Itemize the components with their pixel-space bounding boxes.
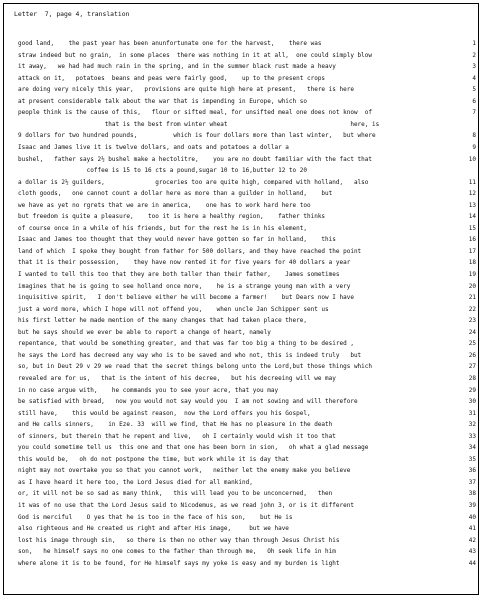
text-line: of sinners, but therein that he repent and live, oh I certainly would wish it too that (18, 432, 336, 440)
text-line: where alone it is to be found, for He himself says my yoke is easy and my burden is light (18, 559, 340, 567)
text-line: still have, this would be against reason, now the Lord offers you his Gospel, (18, 409, 311, 417)
text-line: or, it will not be so sad as many think, this will lead you to be unconcerned, then (18, 490, 333, 498)
text-line: as I have heard it here too, the Lord Jesus died for all mankind, (18, 478, 253, 486)
text-line: at present considerable talk about the war that is impending in Europe, which so (18, 97, 307, 105)
line-number: 13 (468, 201, 476, 209)
line-number: 14 (468, 213, 476, 221)
line-number: 29 (468, 386, 476, 394)
line-number: 27 (468, 363, 476, 371)
line-number: 39 (468, 502, 476, 509)
text-line: of course once in a while of his friends, but for the rest he is in his element, (18, 224, 307, 232)
text-line: attack on it, potatoes beans and peas were fairly good, up to the present crops (18, 74, 326, 82)
line-number: 23 (468, 317, 476, 325)
text-line: his first letter he made mention of the many changes that had taken place there, (18, 317, 307, 325)
line-number: 20 (468, 282, 476, 290)
text-line: bushel, father says 2½ bushel make a hectolitre, you are no doubt familiar with the fact that (18, 155, 373, 163)
line-number: 37 (468, 478, 476, 486)
text-line: coffee is 15 to 16 cts a pound,sugar 10 to 16,butter 12 to 20 (18, 167, 307, 175)
text-line: people think is the cause of this, flour or sifted meal, for unsifted meal one does not know of (18, 109, 373, 117)
line-number: 30 (468, 398, 476, 406)
text-line: Isaac and James too thought that they would never have gotten so far in holland, this (18, 236, 336, 244)
line-number: 16 (468, 236, 476, 244)
text-line: in no case argue with, he commands you to see your acre, that you may (18, 386, 279, 394)
text-line: land of which I spoke they bought from father for 500 dollars, and they have reached the point (18, 247, 362, 255)
line-number: 32 (468, 421, 476, 429)
line-number: 8 (472, 132, 476, 140)
text-line: be satisfied with bread, now you would not say would you I am not sowing and will therefore (18, 398, 358, 406)
line-number: 42 (468, 536, 476, 544)
line-number: 4 (472, 74, 476, 82)
line-number: 24 (468, 328, 476, 336)
line-number: 18 (468, 259, 476, 267)
line-number: 2 (472, 51, 476, 59)
text-line: you could sometime tell us this one and that one has been born in sion, oh what a glad message (18, 444, 369, 452)
text-line: this would be, oh do not postpone the time, but work while it is day that (18, 455, 289, 463)
line-number: 33 (468, 432, 476, 440)
line-number: 15 (468, 224, 476, 232)
text-line: God is merciful O yes that he is too in the face of his son, but He is (18, 513, 293, 521)
line-number: 19 (468, 271, 476, 278)
line-number: 9 (472, 143, 476, 151)
text-line: I wanted to tell this too that they are both taller than their father, James sometimes (18, 271, 340, 278)
text-line: that is the best from winter wheat here, is (18, 120, 380, 128)
text-line: night may not overtake you so that you cannot work, neither let the enemy make you believe (18, 467, 351, 475)
text-line: also righteous and He created us right and after His image, but we have (18, 525, 289, 533)
text-line: revealed are for us, that is the intent of his decree, but his decreeing will we may (18, 374, 336, 382)
text-line: but freedom is quite a pleasure, too it is here a healthy region, father thinks (18, 213, 326, 221)
line-number: 34 (468, 444, 476, 452)
line-number: 28 (468, 374, 476, 382)
line-number: 3 (472, 63, 476, 71)
text-line: inquisitive spirit, I don't believe either he will become a farmer! but Dears now I have (18, 294, 354, 302)
text-line: it was of no use that the Lord Jesus said to Nicodemus, as we read john 3, or is it different (18, 502, 354, 509)
line-number: 5 (472, 86, 476, 94)
line-number: 10 (468, 155, 476, 163)
text-line: but he says should we ever be able to report a change of heart, namely (18, 328, 271, 336)
text-line: just a word more, which I hope will not offend you, when uncle Jan Schipper sent us (18, 305, 329, 313)
text-line: cloth goods, one cannot count a dollar here as more than a guilder in holland, but (18, 190, 333, 198)
text-line: lost his image through sin, so there is then no other way than through Jesus Christ his (18, 536, 340, 544)
line-number: 36 (468, 467, 476, 475)
line-number: 40 (468, 513, 476, 521)
text-line: so, but in Deut 29 v 29 we read that the secret things belong unto the Lord,but those things which (18, 363, 373, 371)
text-line: a dollar is 2½ guilders, groceries too are quite high, compared with holland, also (18, 178, 369, 186)
text-line: good land, the past year has been anunfortunate one for the harvest, there was (18, 40, 322, 47)
text-line: son, he himself says no one comes to the father than through me, Oh seek life in him (18, 548, 336, 556)
line-number: 11 (468, 178, 476, 186)
line-number: 17 (468, 247, 476, 255)
line-number: 35 (468, 455, 476, 463)
text-line: straw indeed but no grain, in some places there was nothing in it at all, one could simply blow (18, 51, 373, 59)
line-number: 41 (468, 525, 476, 533)
line-number: 43 (468, 548, 476, 556)
line-number: 26 (468, 351, 476, 359)
line-number: 6 (472, 97, 476, 105)
text-line: he says the Lord has decreed any way who is to be saved and who not, this is indeed truly but (18, 351, 362, 359)
text-line: 9 dollars for two hundred pounds, which is four dollars more than last winter, but where (18, 132, 376, 140)
page-title: Letter 7, page 4, translation (14, 10, 130, 18)
line-number: 25 (468, 340, 476, 348)
line-number: 31 (468, 409, 476, 417)
line-number: 1 (472, 40, 476, 47)
text-line: that it is their possession, they have now rented it for five years for 40 dollars a year (18, 259, 351, 267)
line-number: 21 (468, 294, 476, 302)
text-line: and He calls sinners, in Eze. 33 will we find, that He has no pleasure in the death (18, 421, 333, 429)
text-line: are doing very nicely this year, provisions are quite high here at present, there is here (18, 86, 354, 94)
line-number: 44 (468, 559, 476, 567)
line-number: 38 (468, 490, 476, 498)
line-number: 7 (472, 109, 476, 117)
line-number: 22 (468, 305, 476, 313)
text-line: repentance, that would be something greater, and that was far too big a thing to be desired , (18, 340, 354, 348)
text-line: we have as yet no rgrets that we are in america, one has to work hard here too (18, 201, 311, 209)
line-number: 12 (468, 190, 476, 198)
text-line: it away, we had had much rain in the spring, and in the summer black rust made a heavy (18, 63, 336, 71)
text-line: Isaac and James live it is twelve dollars, and oats and potatoes a dollar a (18, 143, 289, 151)
text-line: imagines that he is going to see holland once more, he is a strange young man with a very (18, 282, 351, 290)
